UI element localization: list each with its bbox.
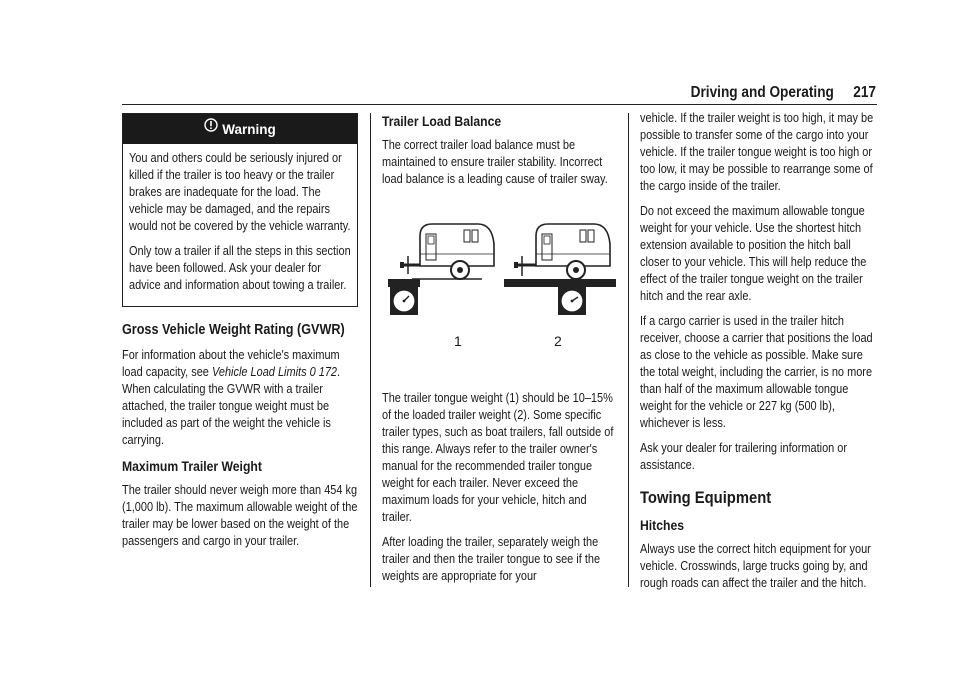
- trailer-load-diagram: [382, 218, 618, 368]
- vehicle-load-limits-link[interactable]: Vehicle Load Limits: [211, 365, 307, 379]
- section-title: Driving and Operating: [690, 84, 834, 101]
- body-paragraph: Do not exceed the maximum allowable tongue weight for your vehicle. Use the shortest hitch extension available to position the hitch ball closer to your vehicle. This will help reduce the effect of the trailer tongue weight on the trailer hitch and the rear axle.: [640, 204, 867, 303]
- trailer-diagram-svg: [382, 218, 618, 368]
- weigh-trailer-paragraph: After loading the trailer, separately weigh the trailer and then the trailer tongue to see if the weights are appropriate for your: [382, 535, 601, 583]
- max-trailer-weight-paragraph: The trailer should never weigh more than 454 kg (1,000 lb). The maximum allowable weight of the trailer may be lower based on the weight of the passengers and cargo in your trailer.: [122, 483, 358, 548]
- diagram-label-1: 1: [454, 333, 462, 349]
- warning-title: Warning: [222, 122, 276, 137]
- gvwr-paragraph: For information about the vehicle's maximum load capacity, see Vehicle Load Limits 0 172. When calculating the GVWR with a trailer attached, the trailer tongue weight must be included as part of the weight the vehicle is carrying.: [122, 348, 341, 447]
- body-paragraph: If a cargo carrier is used in the trailer hitch receiver, choose a carrier that positions the load as close to the vehicle as possible. Make sure the total weight, including the carrier, is no more than half of the maximum allowable tongue weight for the vehicle or 227 kg (500 lb), whichever is less.: [640, 314, 873, 430]
- max-trailer-weight-heading: Maximum Trailer Weight: [122, 458, 262, 474]
- load-balance-intro: The correct trailer load balance must be maintained to ensure trailer stability. Incorrect load balance is a leading cause of trailer sway.: [382, 138, 608, 186]
- column-divider: [370, 113, 371, 587]
- hitches-heading: Hitches: [640, 517, 685, 533]
- towing-equipment-heading: Towing Equipment: [640, 488, 772, 507]
- column-left: [122, 113, 358, 558]
- running-header: [677, 84, 876, 102]
- gvwr-heading: Gross Vehicle Weight Rating (GVWR): [122, 322, 345, 338]
- diagram-label-2: 2: [554, 333, 562, 349]
- header-rule: [122, 104, 877, 105]
- warning-icon: [204, 112, 218, 144]
- body-paragraph: Ask your dealer for trailering information or assistance.: [640, 441, 848, 472]
- page-reference[interactable]: 0 172: [309, 365, 338, 379]
- page-number: 217: [853, 84, 876, 101]
- column-right: [640, 110, 876, 600]
- hitches-paragraph: Always use the correct hitch equipment for your vehicle. Crosswinds, large trucks going by, and rough roads can affect the trailer and the hitch.: [640, 542, 871, 590]
- column-divider: [628, 113, 629, 587]
- column-middle: [382, 112, 618, 593]
- trailer-illustration-1: [388, 224, 494, 315]
- load-balance-heading: Trailer Load Balance: [382, 113, 502, 129]
- warning-paragraph: Only tow a trailer if all the steps in this section have been followed. Ask your dealer for advice and information about towing a trailer.: [129, 244, 351, 292]
- trailer-illustration-2: [504, 224, 616, 315]
- tongue-weight-paragraph: The trailer tongue weight (1) should be 10–15% of the loaded trailer weight (2). Some specific trailer types, such as boat trailers, fall outside of this range. Always refer to the trailer owner's manual for the recommended trailer tongue weight for each trailer. Never exceed the maximum loads for your vehicle, hitch and trailer.: [382, 391, 614, 524]
- body-paragraph: vehicle. If the trailer weight is too high, it may be possible to transfer some of the cargo into your vehicle. If the trailer tongue weight is too high or too low, it may be possible to rearrange some of the cargo inside of the trailer.: [640, 111, 874, 193]
- warning-paragraph: You and others could be seriously injured or killed if the trailer is too heavy or the trailer brakes are inadequate for the load. The vehicle may be damaged, and the repairs would not be covered by the vehicle warranty.: [129, 151, 351, 233]
- warning-box: [122, 113, 358, 307]
- warning-header: [123, 114, 357, 144]
